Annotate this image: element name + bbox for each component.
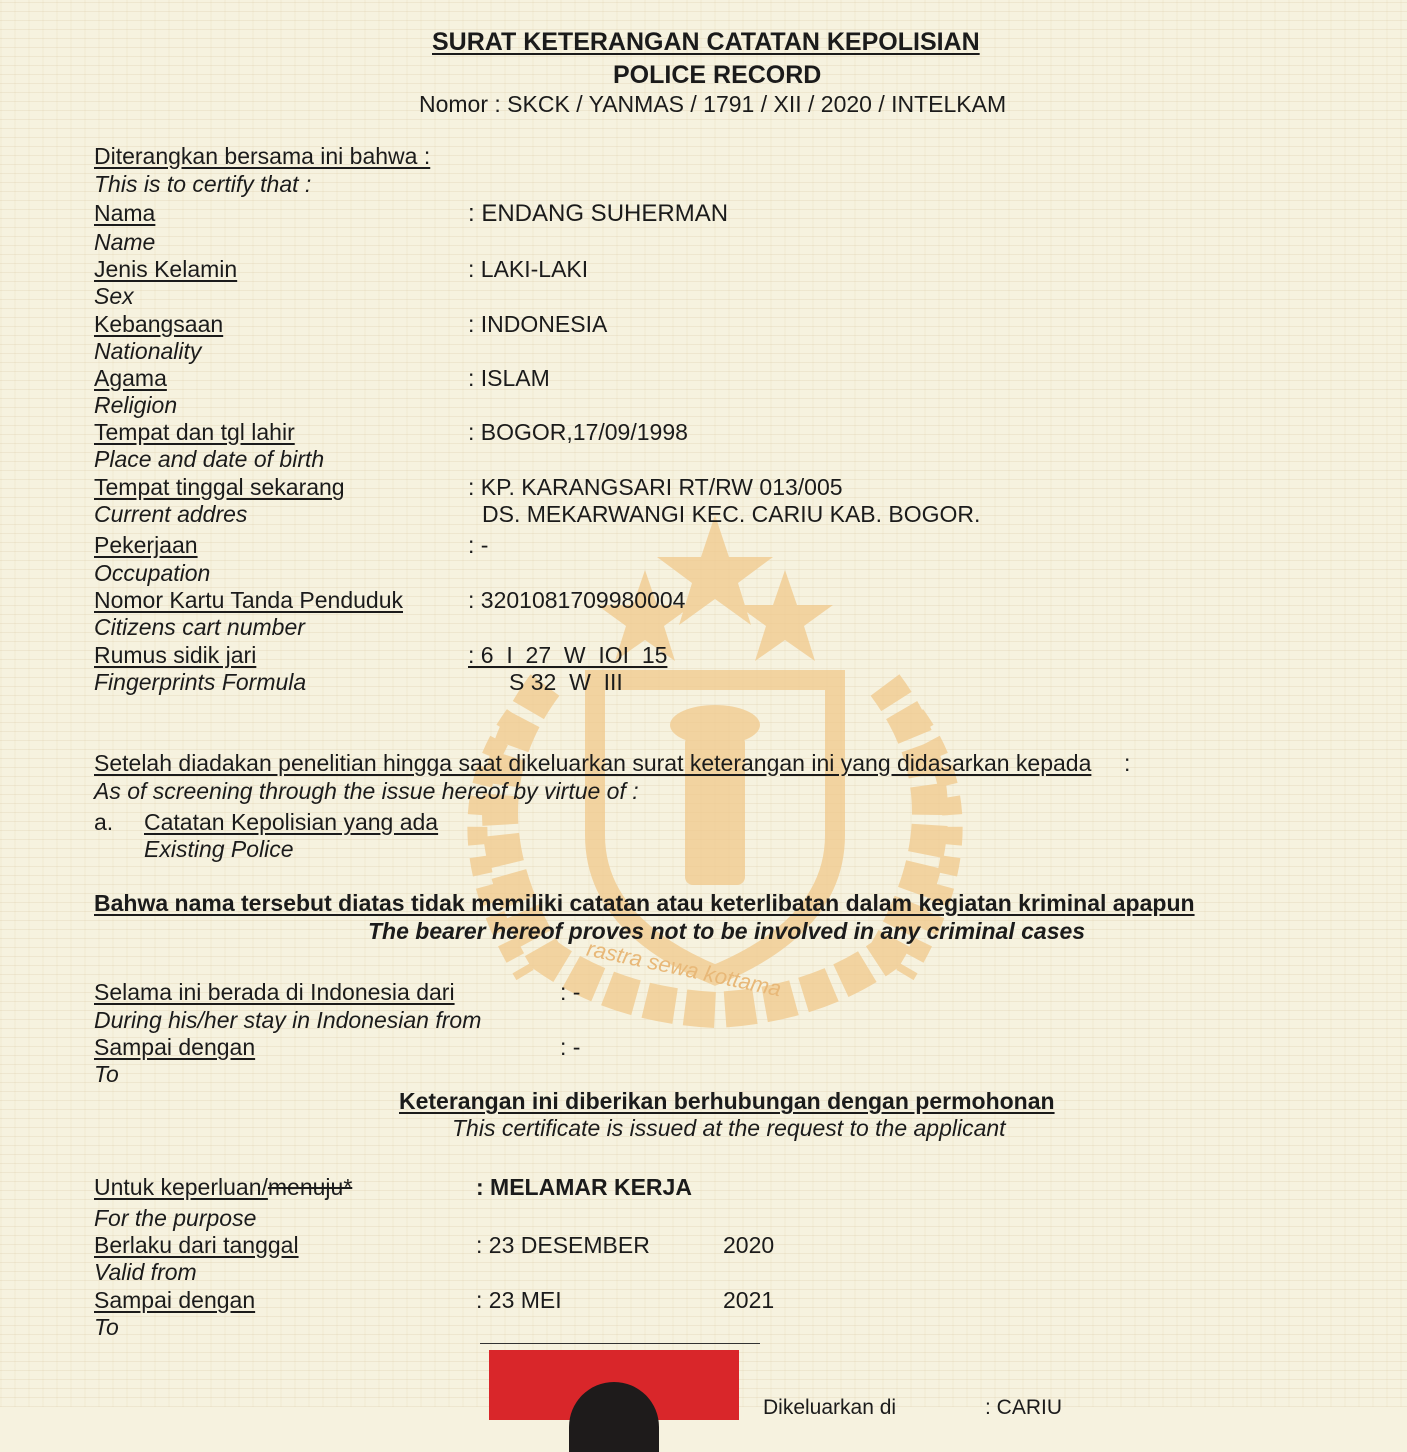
photo-portrait [569, 1382, 659, 1452]
field-value-birth: : BOGOR,17/09/1998 [468, 419, 688, 445]
document-number: Nomor : SKCK / YANMAS / 1791 / XII / 2020 / INTELKAM [419, 91, 1007, 117]
field-label-occupation-en: Occupation [94, 560, 211, 586]
screening-item-marker: a. [94, 809, 114, 835]
screening-colon: : [1124, 750, 1131, 776]
stay-to-value: : - [560, 1034, 581, 1060]
screening-item-id: Catatan Kepolisian yang ada [144, 809, 439, 835]
field-value-id-number: : 3201081709980004 [468, 587, 686, 613]
purpose-label-en: For the purpose [94, 1205, 257, 1231]
field-label-address: Tempat tinggal sekarang [94, 474, 345, 500]
field-label-religion: Agama [94, 365, 167, 391]
purpose-label-id: Untuk keperluan/ [94, 1174, 268, 1200]
field-label-fingerprint: Rumus sidik jari [94, 642, 257, 668]
field-label-fingerprint-en: Fingerprints Formula [94, 669, 307, 695]
applicant-photo [489, 1350, 739, 1420]
stay-from-value: : - [560, 979, 581, 1005]
screening-item-en: Existing Police [144, 836, 294, 862]
field-label-address-en: Current addres [94, 501, 248, 527]
field-label-id-number: Nomor Kartu Tanda Penduduk [94, 587, 403, 613]
photo-top-line [480, 1343, 760, 1344]
valid-from-year: 2020 [723, 1232, 775, 1258]
request-en: This certificate is issued at the request to the applicant [452, 1115, 1006, 1141]
field-label-religion-en: Religion [94, 392, 178, 418]
valid-to-date: : 23 MEI [476, 1287, 562, 1313]
statement-id: Bahwa nama tersebut diatas tidak memiliki catatan atau keterlibatan dalam kegiatan kriminal apapun [94, 890, 1195, 916]
screening-en: As of screening through the issue hereof by virtue of : [94, 778, 639, 804]
valid-from-label: Berlaku dari tanggal [94, 1232, 299, 1258]
valid-to-label-en: To [94, 1314, 119, 1340]
purpose-value: : MELAMAR KERJA [476, 1174, 692, 1200]
field-label-occupation: Pekerjaan [94, 532, 198, 558]
field-value-nationality: : INDONESIA [468, 311, 608, 337]
valid-to-year: 2021 [723, 1287, 775, 1313]
field-label-sex: Jenis Kelamin [94, 256, 238, 282]
stay-from-id: Selama ini berada di Indonesia dari [94, 979, 455, 1005]
field-label-nationality: Kebangsaan [94, 311, 224, 337]
field-value-address-line2: DS. MEKARWANGI KEC. CARIU KAB. BOGOR. [482, 501, 981, 527]
valid-from-label-en: Valid from [94, 1259, 197, 1285]
field-label-nationality-en: Nationality [94, 338, 202, 364]
request-id: Keterangan ini diberikan berhubungan dengan permohonan [399, 1088, 1055, 1114]
document-subtitle: POLICE RECORD [613, 61, 822, 89]
valid-from-date: : 23 DESEMBER [476, 1232, 650, 1258]
statement-en: The bearer hereof proves not to be involved in any criminal cases [368, 918, 1086, 944]
field-value-address: : KP. KARANGSARI RT/RW 013/005 [468, 474, 843, 500]
field-value-fingerprint-line2: S 32 W III [509, 669, 623, 695]
screening-id: Setelah diadakan penelitian hingga saat dikeluarkan surat keterangan ini yang didasarkan kepada [94, 750, 1092, 776]
intro-en: This is to certify that : [94, 171, 312, 197]
emblem-motto: rastra sewa kottama [584, 935, 784, 1002]
purpose-label-struck: menuju* [267, 1174, 353, 1200]
field-value-fingerprint: : 6 I 27 W IOI 15 [468, 642, 668, 668]
stay-to-id: Sampai dengan [94, 1034, 256, 1060]
intro-id: Diterangkan bersama ini bahwa : [94, 143, 431, 169]
field-value-religion: : ISLAM [468, 365, 550, 391]
field-label-name-en: Name [94, 229, 156, 255]
field-value-occupation: : - [468, 532, 489, 558]
purpose-label [94, 1174, 352, 1201]
issued-label: Dikeluarkan di [763, 1396, 897, 1419]
field-label-birth-en: Place and date of birth [94, 446, 325, 472]
field-label-id-number-en: Citizens cart number [94, 614, 305, 640]
stay-to-en: To [94, 1061, 119, 1087]
field-label-sex-en: Sex [94, 283, 134, 309]
issued-value: : CARIU [985, 1396, 1063, 1419]
valid-to-label: Sampai dengan [94, 1287, 256, 1313]
field-value-sex: : LAKI-LAKI [468, 256, 589, 282]
stay-from-en: During his/her stay in Indonesian from [94, 1007, 482, 1033]
field-label-birth: Tempat dan tgl lahir [94, 419, 295, 445]
field-value-name: : ENDANG SUHERMAN [468, 200, 729, 227]
document-title: SURAT KETERANGAN CATATAN KEPOLISIAN [432, 28, 980, 56]
field-label-name: Nama [94, 200, 156, 226]
